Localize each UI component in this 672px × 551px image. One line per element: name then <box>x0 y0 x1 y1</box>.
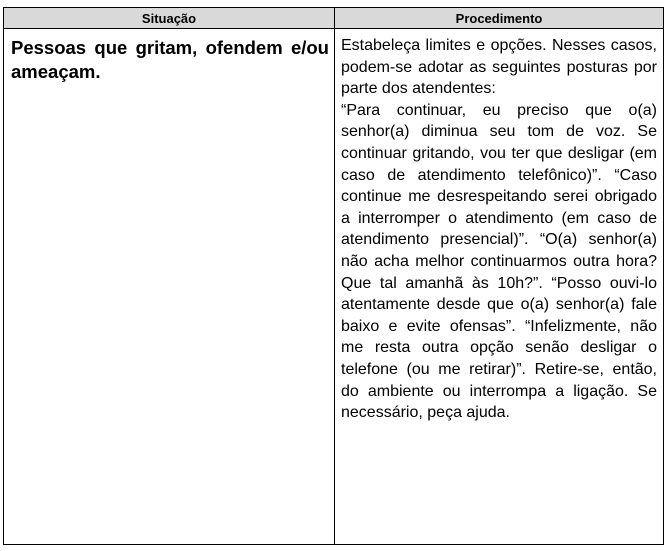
header-situacao: Situação <box>4 8 335 29</box>
procedures-table <box>3 7 664 545</box>
header-procedimento: Procedimento <box>335 8 663 29</box>
cell-procedimento <box>335 29 663 544</box>
cell-situacao <box>4 29 335 544</box>
situacao-text: Pessoas que gritam, ofendem e/ou ameaçam. <box>11 37 329 82</box>
procedimento-body: “Para continuar, eu preciso que o(a) senhor(a) diminua seu tom de voz. Se continuar gritando, vou ter que desligar (em caso de atendimento telefônico)”. “Caso continue me desrespeitando serei obrigado a interromper o atendimento (em caso de atendimento presencial)”. “O(a) senhor(a) não acha melhor continuarmos outra hora? Que tal amanhã às 10h?”. “Posso ouvi-lo atentamente desde que o(a) senhor(a) fale baixo e evite ofensas”. “Infelizmente, não me resta outra opção senão desligar o telefone (ou me retirar)”. Retire-se, então, do ambiente ou interrompa a ligação. Se necessário, peça ajuda. <box>341 101 657 422</box>
procedimento-intro: Estabeleça limites e opções. Nesses casos, podem-se adotar as seguintes posturas por parte dos atendentes: <box>341 37 657 98</box>
